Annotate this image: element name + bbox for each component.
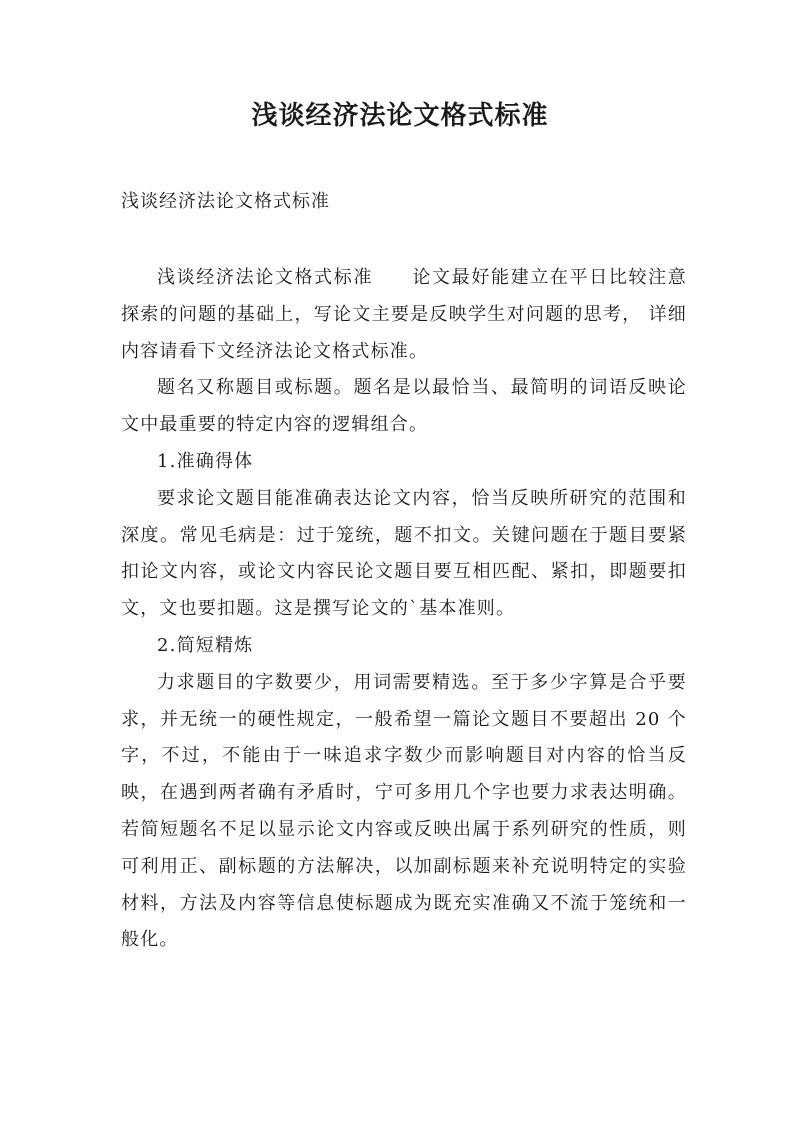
paragraph-definition: 题名又称题目或标题。题名是以最恰当、最简明的词语反映论文中最重要的特定内容的逻辑组合。 — [121, 377, 687, 436]
section-heading-concise: 2.简短精炼 — [157, 634, 254, 656]
document-title: 浅谈经济法论文格式标准 — [251, 101, 549, 131]
paragraph-concise: 力求题目的字数要少，用词需要精选。至于多少字算是合乎要求，并无统一的硬性规定，一般希望一篇论文题目不要超出 20 个字，不过，不能由于一味追求字数少而影响题目对内容的恰当反映，在遇到两者确有矛盾时，宁可多用几个字也要力求表达明确。若简短题名不足以显示论文内容或反映出属于系列研究的性质，则可利用正、副标题的方法解决，以加副标题来补充说明特定的实验材料，方法及内容等信息使标题成为既充实准确又不流于笼统和一般化。 — [121, 671, 687, 951]
section-heading-accurate: 1.准确得体 — [157, 450, 254, 472]
document-body — [121, 260, 687, 959]
paragraph-accurate: 要求论文题目能准确表达论文内容，恰当反映所研究的范围和深度。常见毛病是：过于笼统，题不扣文。关键问题在于题目要紧扣论文内容，或论文内容民论文题目要互相匹配、紧扣，即题要扣文，文也要扣题。这是撰写论文的`基本准则。 — [121, 487, 687, 620]
document-subtitle: 浅谈经济法论文格式标准 — [121, 191, 330, 212]
paragraph-intro: 浅谈经济法论文格式标准 论文最好能建立在平日比较注意探索的问题的基础上，写论文主要是反映学生对问题的思考， 详细内容请看下文经济法论文格式标准。 — [121, 267, 687, 362]
